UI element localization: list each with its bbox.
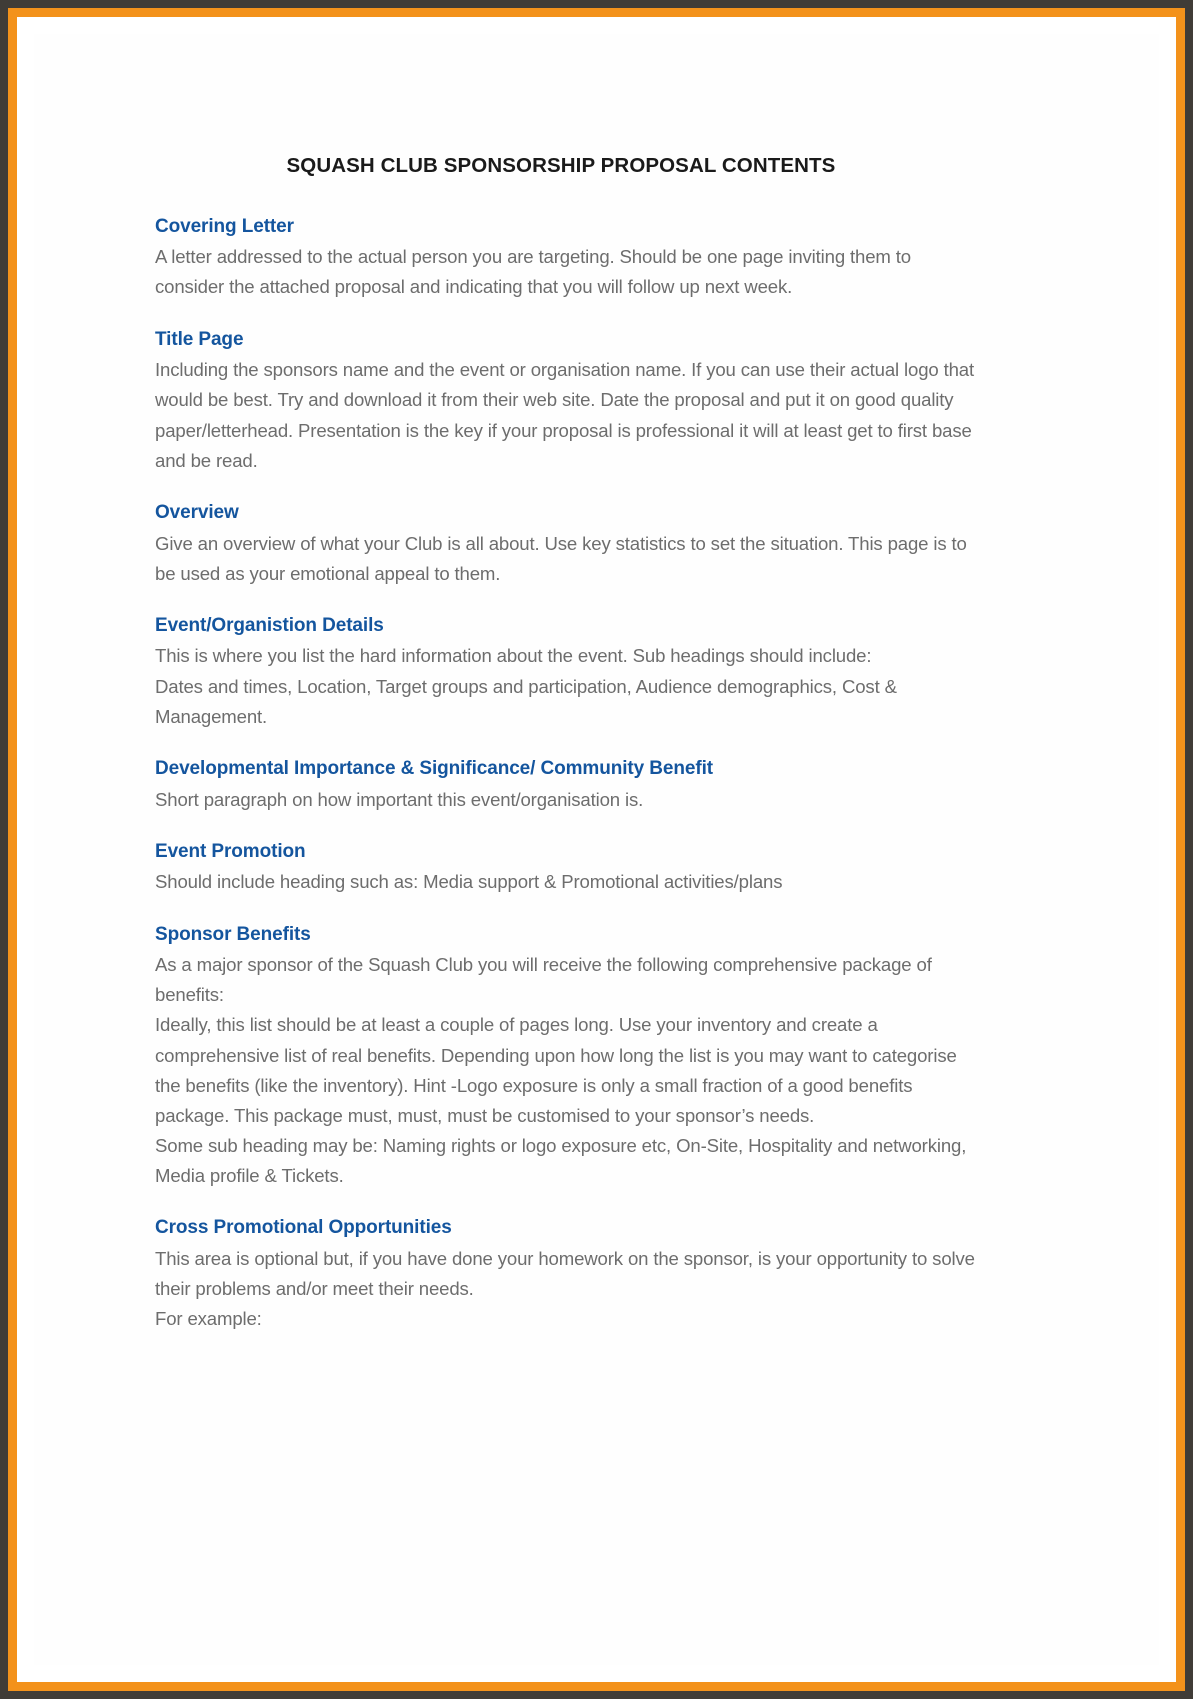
section-sponsor-benefits [155,923,985,1192]
section-event-organisation-details [155,614,985,732]
section-heading: Overview [155,501,239,523]
section-heading: Event/Organistion Details [155,614,384,636]
section-paragraph: As a major sponsor of the Squash Club you will receive the following comprehensive package of benefits: [155,954,932,1006]
page-content [155,154,985,1359]
section-paragraph: Some sub heading may be: Naming rights or logo exposure etc, On-Site, Hospitality and networking, Media profile & Tickets. [155,1134,967,1187]
section-covering-letter [155,215,985,303]
section-paragraph: Including the sponsors name and the event or organisation name. If you can use their actual logo that would be best. Try and download it from their web site. Date the proposal and put it on good quality paper/letterhead. Presentation is the key if your proposal is professional it will at least get to first base and be read. [155,359,974,471]
section-paragraph: This is where you list the hard information about the event. Sub headings should include: [155,645,872,667]
section-title-page [155,328,985,476]
section-developmental-importance [155,757,985,815]
section-paragraph: Should include heading such as: Media support & Promotional activities/plans [155,871,783,893]
section-paragraph: Give an overview of what your Club is all about. Use key statistics to set the situation. This page is to be used as your emotional appeal to them. [155,532,967,584]
section-paragraph: Dates and times, Location, Target groups and participation, Audience demographics, Cost & Management. [155,675,897,727]
orange-page-border [8,8,1185,1691]
section-heading: Covering Letter [155,215,294,237]
section-heading: Developmental Importance & Significance/ Community Benefit [155,757,713,779]
section-heading: Event Promotion [155,840,306,862]
section-heading: Sponsor Benefits [155,923,311,945]
document-page [34,34,1159,1665]
section-paragraph: Ideally, this list should be at least a couple of pages long. Use your inventory and create a comprehensive list of real benefits. Depending upon how long the list is you may want to categorise the benefits (like the inventory). Hint -Logo exposure is only a small fraction of a good benefits package. This package must, must, must be customised to your sponsor’s needs. [155,1014,957,1126]
page-title: SQUASH CLUB SPONSORSHIP PROPOSAL CONTENTS [286,154,836,177]
section-overview [155,501,985,589]
section-paragraph: Short paragraph on how important this event/organisation is. [155,788,644,810]
section-event-promotion [155,840,985,898]
section-heading: Title Page [155,328,244,350]
section-paragraph: For example: [155,1308,262,1330]
section-paragraph: A letter addressed to the actual person you are targeting. Should be one page inviting them to consider the attached proposal and indicating that you will follow up next week. [155,246,911,298]
section-heading: Cross Promotional Opportunities [155,1217,452,1239]
section-paragraph: This area is optional but, if you have done your homework on the sponsor, is your opportunity to solve their problems and/or meet their needs. [155,1247,975,1299]
section-cross-promotional-opportunities [155,1216,985,1334]
